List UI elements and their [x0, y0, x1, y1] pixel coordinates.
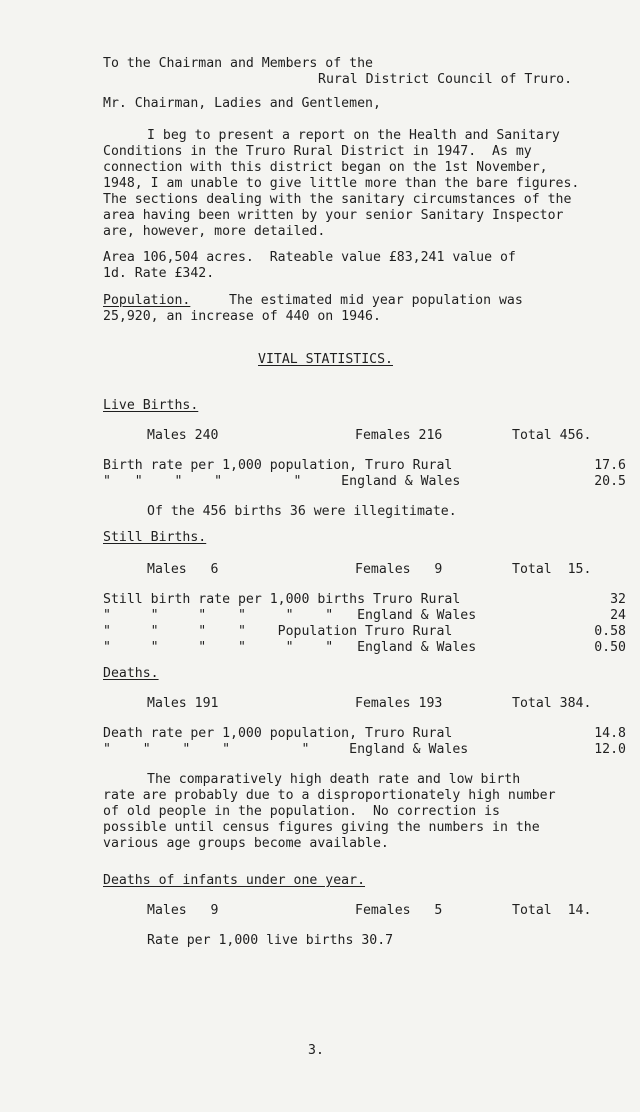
intro-line: area having been written by your senior Sanitary Inspector: [103, 208, 564, 223]
still-birth-rate-label: " " " " Population Truro Rural: [103, 624, 453, 639]
live-births-males: Males 240: [147, 428, 219, 443]
still-births-total: Total 15.: [512, 562, 592, 577]
infant-deaths-females: Females 5: [355, 903, 443, 918]
deaths-paragraph-line: various age groups become available.: [103, 836, 389, 851]
deaths-total: Total 384.: [512, 696, 592, 711]
still-births-males: Males 6: [147, 562, 219, 577]
salutation: Mr. Chairman, Ladies and Gentlemen,: [103, 96, 381, 111]
still-birth-rate-label: " " " " " " England & Wales: [103, 608, 477, 623]
vital-statistics-heading: VITAL STATISTICS.: [258, 352, 393, 367]
area-line: 1d. Rate £342.: [103, 266, 215, 281]
birth-rate-label: " " " " " England & Wales: [103, 474, 461, 489]
birth-rate-value: 20.5: [594, 474, 626, 489]
death-rate-label: Death rate per 1,000 population, Truro Rural: [103, 726, 453, 741]
deaths-females: Females 193: [355, 696, 443, 711]
death-rate-value: 12.0: [594, 742, 626, 757]
address-line-1: To the Chairman and Members of the: [103, 56, 373, 71]
live-births-total: Total 456.: [512, 428, 592, 443]
still-births-females: Females 9: [355, 562, 443, 577]
birth-rate-label: Birth rate per 1,000 population, Truro Rural: [103, 458, 453, 473]
intro-line: Conditions in the Truro Rural District in 1947. As my: [103, 144, 532, 159]
deaths-males: Males 191: [147, 696, 219, 711]
still-birth-rate-value: 0.50: [594, 640, 626, 655]
deaths-paragraph-line: of old people in the population. No correction is: [103, 804, 500, 819]
still-birth-rate-value: 24: [610, 608, 626, 623]
birth-rate-value: 17.6: [594, 458, 626, 473]
still-births-heading: Still Births.: [103, 530, 207, 545]
page-number: 3.: [308, 1043, 324, 1058]
area-line: Area 106,504 acres. Rateable value £83,241 value of: [103, 250, 516, 265]
infant-deaths-males: Males 9: [147, 903, 219, 918]
illegitimate-births: Of the 456 births 36 were illegitimate.: [147, 504, 457, 519]
still-birth-rate-label: Still birth rate per 1,000 births Truro Rural: [103, 592, 461, 607]
deaths-paragraph-line: The comparatively high death rate and low birth: [147, 772, 521, 787]
still-birth-rate-value: 0.58: [594, 624, 626, 639]
population-heading: Population.: [103, 293, 191, 308]
address-line-2: Rural District Council of Truro.: [318, 72, 573, 87]
intro-line: 1948, I am unable to give little more than the bare figures.: [103, 176, 580, 191]
still-birth-rate-value: 32: [610, 592, 626, 607]
live-births-heading: Live Births.: [103, 398, 199, 413]
infant-death-rate: Rate per 1,000 live births 30.7: [147, 933, 394, 948]
population-text: 25,920, an increase of 440 on 1946.: [103, 309, 381, 324]
infant-deaths-total: Total 14.: [512, 903, 592, 918]
live-births-females: Females 216: [355, 428, 443, 443]
infant-deaths-heading: Deaths of infants under one year.: [103, 873, 366, 888]
death-rate-label: " " " " " England & Wales: [103, 742, 469, 757]
deaths-paragraph-line: rate are probably due to a disproportionately high number: [103, 788, 556, 803]
intro-line: I beg to present a report on the Health and Sanitary: [147, 128, 560, 143]
still-birth-rate-label: " " " " " " England & Wales: [103, 640, 477, 655]
intro-line: The sections dealing with the sanitary circumstances of the: [103, 192, 572, 207]
deaths-paragraph-line: possible until census figures giving the numbers in the: [103, 820, 540, 835]
intro-line: connection with this district began on the 1st November,: [103, 160, 548, 175]
population-text: The estimated mid year population was: [229, 293, 523, 308]
deaths-heading: Deaths.: [103, 666, 159, 681]
death-rate-value: 14.8: [594, 726, 626, 741]
intro-line: are, however, more detailed.: [103, 224, 326, 239]
